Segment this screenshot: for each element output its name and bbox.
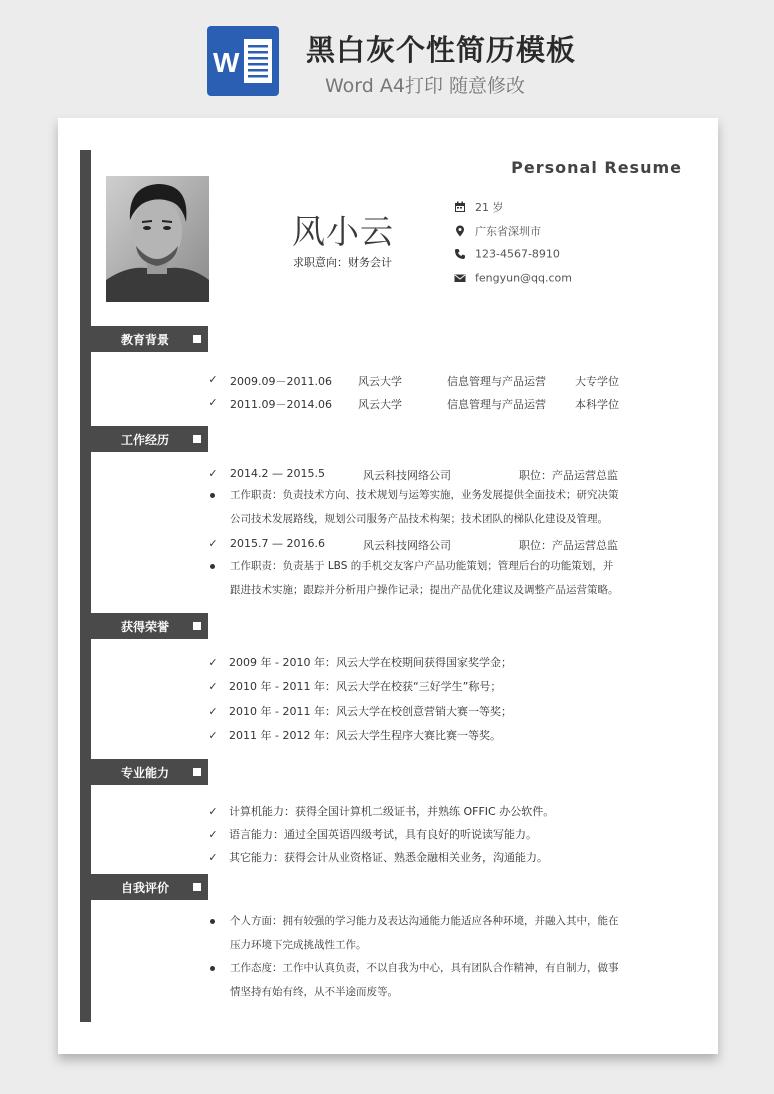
honor-item: ✓ 2010 年 - 2011 年：风云大学在校获“三好学生”称号； — [206, 678, 501, 694]
info-age — [454, 199, 504, 215]
section-square-icon — [193, 883, 201, 891]
check-icon: ✓ — [208, 396, 218, 409]
word-logo-icon — [207, 26, 279, 96]
section-header-work — [91, 426, 208, 452]
left-vertical-bar — [80, 150, 91, 1022]
section-header-honors — [91, 613, 208, 639]
email-text: fengyun@qq.com — [475, 271, 573, 285]
age-text: 21 岁 — [475, 201, 504, 214]
check-icon: ✓ — [208, 680, 218, 693]
work-row: ✓ 2014.2 — 2015.5 风云科技网络公司 职位：产品运营总监 — [206, 467, 229, 480]
check-icon: ✓ — [208, 851, 218, 864]
info-phone — [454, 247, 560, 261]
section-header-self — [91, 874, 208, 900]
profile-photo — [106, 176, 209, 302]
bullet-icon — [210, 919, 215, 924]
check-icon: ✓ — [208, 467, 218, 480]
skill-item: ✓ 计算机能力：获得全国计算机二级证书，并熟练 OFFIC 办公软件。 — [206, 803, 554, 819]
bullet-icon — [210, 493, 215, 498]
check-icon: ✓ — [208, 373, 218, 386]
section-header-skills — [91, 759, 208, 785]
phone-icon — [454, 248, 466, 260]
honor-item: ✓ 2011 年 - 2012 年：风云大学生程序大赛比赛一等奖。 — [206, 727, 501, 743]
self-eval-item: 工作态度：工作中认真负责，不以自我为中心，具有团队合作精神，有自制力，做事情坚持有始有终，从不半途而废等。 — [230, 962, 619, 998]
banner-subtitle: Word A4打印 随意修改 — [325, 75, 526, 97]
info-email — [454, 271, 572, 285]
section-header-education — [91, 326, 208, 352]
section-square-icon — [193, 768, 201, 776]
skill-item: ✓ 语言能力：通过全国英语四级考试，具有良好的听说读写能力。 — [206, 826, 537, 842]
section-title: 教育背景 — [121, 333, 170, 347]
section-square-icon — [193, 622, 201, 630]
work-duty: 工作职责：负责基于 LBS 的手机交友客户产品功能策划；管理后台的功能策划，并跟进技术实施；跟踪并分析用户操作记录；提出产品优化建议及调整产品运营策略。 — [230, 560, 619, 596]
location-text: 广东省深圳市 — [475, 225, 541, 238]
self-eval-item: 个人方面：拥有较强的学习能力及表达沟通能力能适应各种环境，并融入其中，能在压力环境下完成挑战性工作。 — [230, 915, 619, 951]
section-title: 自我评价 — [121, 881, 170, 895]
word-logo-letter: W — [213, 47, 240, 78]
candidate-name: 风小云 — [292, 212, 394, 251]
skill-item: ✓ 其它能力：获得会计从业资格证、熟悉金融相关业务，沟通能力。 — [206, 849, 548, 865]
banner-title: 黑白灰个性简历模板 — [306, 33, 577, 67]
work-row: ✓ 2015.7 — 2016.6 风云科技网络公司 职位：产品运营总监 — [206, 537, 229, 550]
section-title: 获得荣誉 — [121, 620, 170, 634]
check-icon: ✓ — [208, 656, 218, 669]
resume-page — [58, 118, 718, 1054]
check-icon: ✓ — [208, 537, 218, 550]
education-row: ✓ 2009.09－2011.06 风云大学 信息管理与产品运营 大专学位 — [206, 373, 229, 386]
work-duty: 工作职责：负责技术方向、技术规划与运筹实施，业务发展提供全面技术；研究决策公司技术发展路线，规划公司服务产品技术构架；技术团队的梯队化建设及管理。 — [230, 489, 619, 525]
education-row: ✓ 2011.09－2014.06 风云大学 信息管理与产品运营 本科学位 — [206, 396, 229, 409]
job-intent: 求职意向：财务会计 — [293, 256, 392, 269]
phone-text: 123-4567-8910 — [475, 247, 560, 261]
email-icon — [454, 272, 466, 284]
check-icon: ✓ — [208, 805, 218, 818]
section-square-icon — [193, 335, 201, 343]
check-icon: ✓ — [208, 828, 218, 841]
info-location — [454, 223, 541, 239]
bullet-icon — [210, 564, 215, 569]
bullet-icon — [210, 966, 215, 971]
resume-heading-en: Personal Resume — [511, 158, 682, 177]
section-title: 专业能力 — [121, 766, 170, 780]
honor-item: ✓ 2010 年 - 2011 年：风云大学在校创意营销大赛一等奖； — [206, 703, 512, 719]
location-pin-icon — [454, 225, 466, 237]
section-square-icon — [193, 435, 201, 443]
check-icon: ✓ — [208, 729, 218, 742]
section-title: 工作经历 — [121, 433, 170, 447]
check-icon: ✓ — [208, 705, 218, 718]
calendar-icon — [454, 201, 466, 213]
honor-item: ✓ 2009 年 - 2010 年：风云大学在校期间获得国家奖学金； — [206, 654, 512, 670]
